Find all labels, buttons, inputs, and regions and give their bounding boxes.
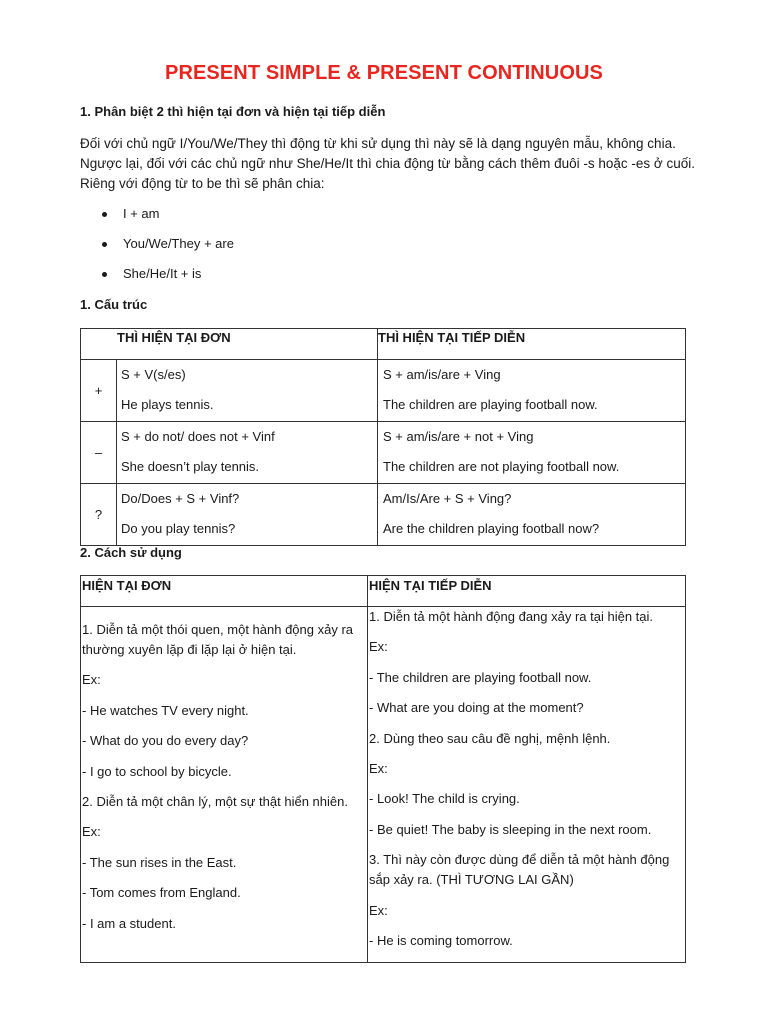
usage-line: Ex:	[369, 639, 388, 655]
usage-line: - He is coming tomorrow.	[369, 932, 513, 948]
example: The children are not playing football now.	[383, 459, 620, 474]
header-continuous: HIỆN TẠI TIẾP DIỄN	[368, 576, 686, 607]
usage-line: - Tom comes from England.	[82, 885, 241, 901]
page-title: PRESENT SIMPLE & PRESENT CONTINUOUS	[165, 62, 603, 84]
usage-continuous-cell	[368, 607, 686, 963]
paragraph-line: Đối với chủ ngữ I/You/We/They thì động từ khi sử dụng thì này sẽ là dạng nguyên mẫu, không chia.	[80, 136, 676, 151]
usage-line: - What do you do every day?	[82, 733, 249, 749]
table-header-row	[81, 576, 686, 607]
formula: S + am/is/are + not + Ving	[383, 429, 534, 444]
to-be-list	[100, 204, 234, 294]
paragraph-line: Ngược lại, đối với các chủ ngữ như She/He/It thì chia động từ bằng cách thêm đuôi -s hoặc -es ở cuối.	[80, 156, 696, 171]
example: Are the children playing football now?	[383, 521, 600, 536]
sign-positive: +	[81, 360, 117, 422]
usage-line: - Be quiet! The baby is sleeping in the next room.	[369, 821, 652, 837]
formula: S + do not/ does not + Vinf	[121, 429, 275, 444]
table-row	[81, 360, 686, 422]
usage-table	[80, 575, 686, 963]
list-item: I + am	[100, 204, 234, 234]
example: She doesn’t play tennis.	[121, 459, 260, 474]
usage-line: - Look! The child is crying.	[369, 791, 520, 807]
usage-line: Ex:	[369, 902, 388, 918]
intro-paragraph	[80, 134, 700, 194]
formula: Do/Does + S + Vinf?	[121, 491, 240, 506]
example: Do you play tennis?	[121, 521, 236, 536]
usage-line: 1. Diễn tả một thói quen, một hành động xảy ra thường xuyên lặp đi lặp lại ở hiện tại.	[82, 622, 354, 657]
usage-line: - The children are playing football now.	[369, 669, 592, 685]
example: He plays tennis.	[121, 397, 214, 412]
usage-line: Ex:	[369, 760, 388, 776]
usage-line: 3. Thì này còn được dùng để diễn tả một hành động sắp xảy ra. (THÌ TƯƠNG LAI GẦN)	[369, 852, 670, 888]
section-heading-usage: 2. Cách sử dụng	[80, 545, 182, 560]
table-row	[81, 484, 686, 546]
formula: S + am/is/are + Ving	[383, 367, 501, 382]
example: The children are playing football now.	[383, 397, 598, 412]
sign-question: ?	[81, 484, 117, 546]
usage-line: - I am a student.	[82, 915, 176, 931]
formula: S + V(s/es)	[121, 367, 186, 382]
usage-line: - He watches TV every night.	[82, 702, 249, 718]
header-simple: HIỆN TẠI ĐƠN	[81, 576, 368, 607]
usage-line: - I go to school by bicycle.	[82, 763, 232, 779]
list-item: She/He/It + is	[100, 264, 234, 294]
section-heading-comparison: 1. Phân biệt 2 thì hiện tại đơn và hiện tại tiếp diễn	[80, 104, 386, 119]
list-item: You/We/They + are	[100, 234, 234, 264]
usage-line: - The sun rises in the East.	[82, 854, 237, 870]
usage-line: Ex:	[82, 824, 101, 840]
table-row	[81, 422, 686, 484]
structure-table	[80, 328, 686, 546]
usage-line: 1. Diễn tả một hành động đang xảy ra tại hiện tại.	[369, 609, 654, 624]
section-heading-structure: 1. Cấu trúc	[80, 297, 148, 312]
usage-line: Ex:	[82, 672, 101, 688]
usage-line: - What are you doing at the moment?	[369, 700, 584, 716]
table-row	[81, 607, 686, 963]
sign-negative: –	[81, 422, 117, 484]
paragraph-line: Riêng với động từ to be thì sẽ phân chia:	[80, 176, 325, 191]
header-continuous: THÌ HIỆN TẠI TIẾP DIỄN	[378, 329, 686, 360]
table-header-row	[81, 329, 686, 360]
usage-line: 2. Diễn tả một chân lý, một sự thật hiển nhiên.	[82, 793, 348, 809]
formula: Am/Is/Are + S + Ving?	[383, 491, 512, 506]
usage-simple-cell	[81, 607, 368, 963]
usage-line: 2. Dùng theo sau câu đề nghị, mệnh lệnh.	[369, 730, 611, 746]
header-simple: THÌ HIỆN TẠI ĐƠN	[81, 329, 378, 360]
